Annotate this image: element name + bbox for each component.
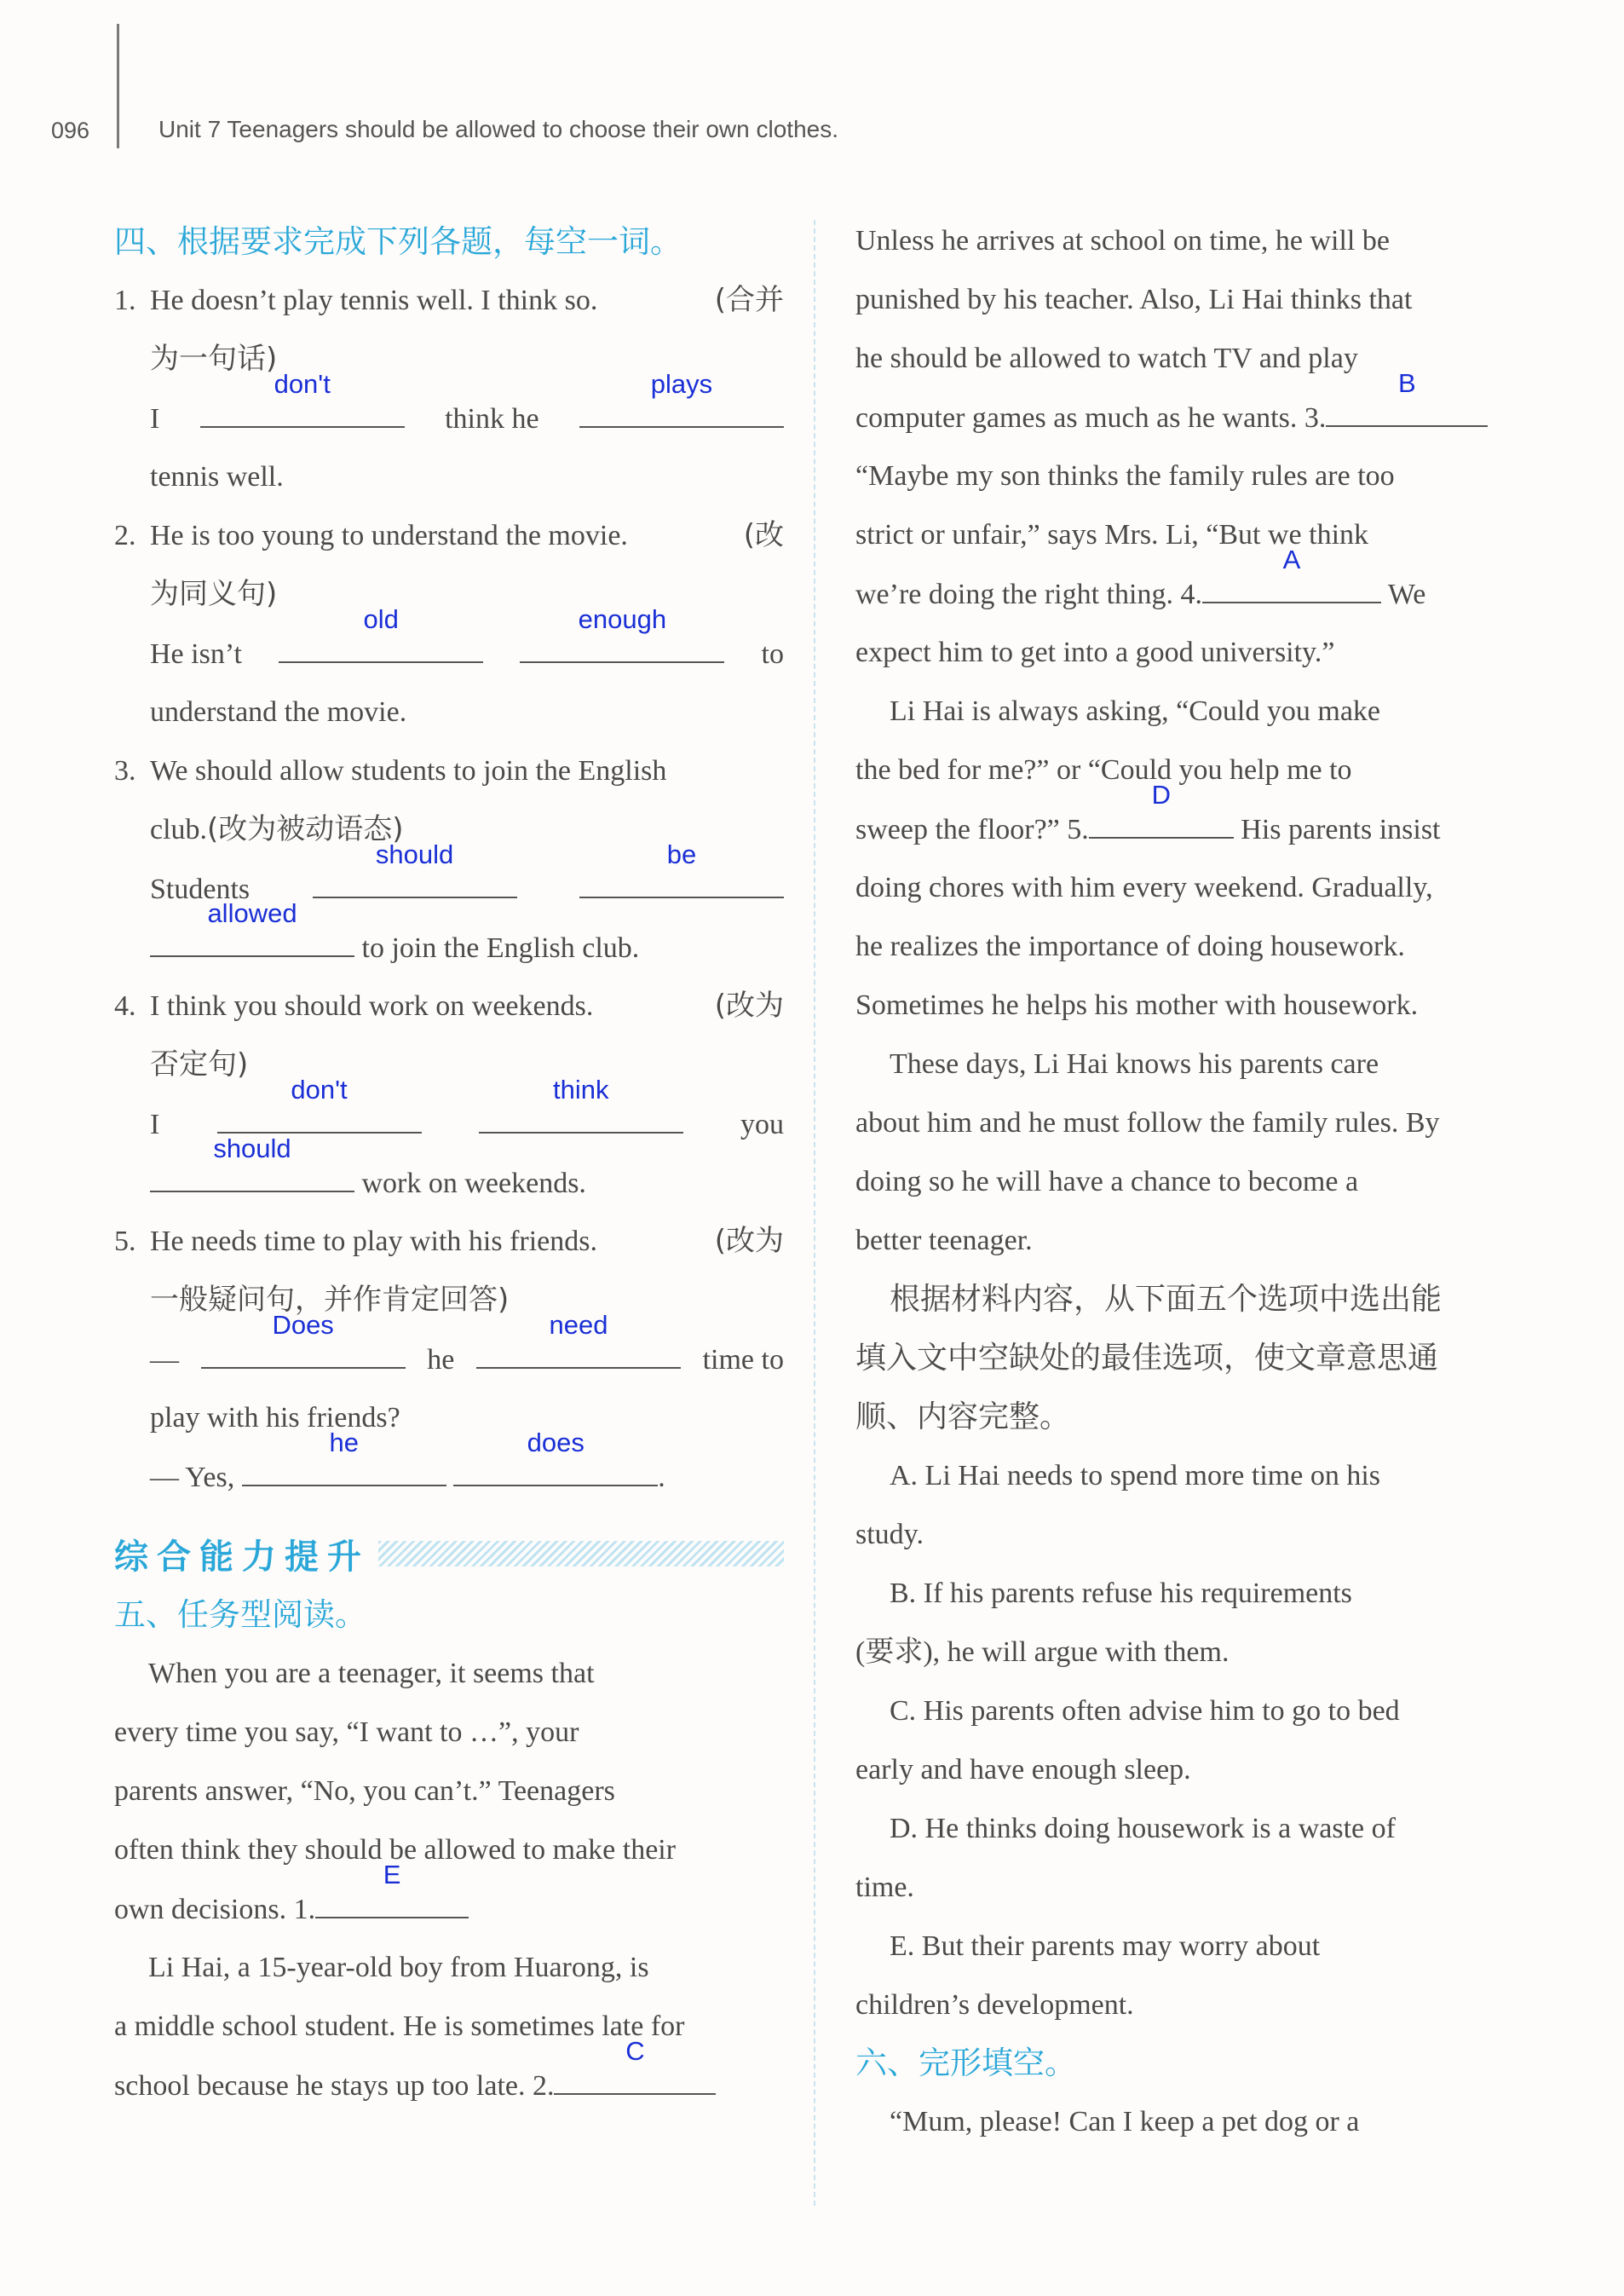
passage-text: sweep the floor?” 5.: [855, 814, 1089, 845]
q4-subject: I: [150, 1109, 160, 1140]
passage-line-1: [114, 1644, 784, 1703]
passage-line-25: doing so he will have a chance to become a: [855, 1166, 1359, 1197]
q5-dash: —: [150, 1344, 179, 1376]
passage-line-8: [114, 2036, 784, 2114]
passage-line-3: parents answer, “No, you can’t.” Teenagers: [114, 1775, 615, 1807]
q3-end: to join the English club.: [361, 932, 640, 964]
passage-answer-2: C: [625, 2036, 645, 2066]
q5-blank-4[interactable]: [453, 1428, 658, 1486]
q2-line2: 为同义句): [150, 577, 278, 611]
q4-you: you: [740, 1109, 784, 1140]
passage-text: school because he stays up too late. 2.: [114, 2070, 555, 2102]
q3-answer-2: be: [666, 839, 697, 869]
passage-line-24: about him and he must follow the family rules. By: [855, 1107, 1440, 1139]
q5-yes: — Yes,: [150, 1462, 235, 1493]
passage-answer-3: B: [1398, 368, 1416, 398]
q3-answer-3: allowed: [207, 898, 297, 928]
passage-line-10: punished by his teacher. Also, Li Hai thinks that: [855, 284, 1413, 315]
q3-line1: [114, 741, 784, 800]
passage-text: His parents insist: [1241, 814, 1441, 845]
passage-line-15: [855, 545, 1525, 623]
passage-line-12: [855, 368, 1525, 447]
passage-answer-5: D: [1151, 780, 1171, 810]
q5-reply-line: [114, 1428, 784, 1506]
q3-blank-1[interactable]: [313, 839, 517, 898]
passage-line-5: [114, 1860, 784, 1938]
passage-line-26: better teenager.: [855, 1225, 1033, 1256]
section6-title: 六、完形填空。: [855, 2045, 1076, 2081]
q3-number: 3.: [114, 755, 136, 787]
q5-instruction: (改为: [714, 1224, 784, 1258]
passage-blank-4[interactable]: [1202, 545, 1381, 603]
option-d-cont: time.: [855, 1872, 914, 1903]
passage-line-20: doing chores with him every weekend. Gradually,: [855, 872, 1433, 903]
passage-line-18: the bed for me?” or “Could you help me to: [855, 754, 1352, 786]
q5-answer-3: he: [329, 1428, 359, 1457]
ability-band: [114, 1521, 784, 1586]
q5-text: He needs time to play with his friends.: [150, 1226, 598, 1257]
passage-line-2: every time you say, “I want to …”, your: [114, 1716, 579, 1748]
option-a: A. Li Hai needs to spend more time on his: [890, 1460, 1381, 1491]
q3-blank-3[interactable]: [150, 898, 354, 957]
passage-text: When you are a teenager, it seems that: [148, 1658, 595, 1689]
q5-he: he: [427, 1344, 455, 1376]
q5-blank-3[interactable]: [242, 1428, 446, 1486]
q5-answer-line: [114, 1310, 784, 1388]
option-c-cont: early and have enough sleep.: [855, 1754, 1191, 1785]
option-b-cont: (要求), he will argue with them.: [855, 1636, 1230, 1668]
q2-answer-1: old: [363, 604, 399, 634]
left-column: [114, 213, 784, 2114]
passage-text: we’re doing the right thing. 4.: [855, 579, 1202, 610]
passage-answer-1: E: [383, 1860, 401, 1889]
q5-time-to: time to: [702, 1344, 784, 1376]
passage-answer-4: A: [1282, 545, 1301, 574]
passage-line-19: [855, 780, 1525, 858]
header-rule: [117, 24, 119, 148]
q2-end: understand the movie.: [150, 696, 407, 728]
passage-line-9: Unless he arrives at school on time, he will be: [855, 225, 1390, 257]
q4-text: I think you should work on weekends.: [150, 990, 594, 1022]
option-b: B. If his parents refuse his requirements: [890, 1578, 1352, 1609]
q3-start: Students: [150, 874, 251, 905]
passage-line-13: “Maybe my son thinks the family rules are too: [855, 460, 1395, 492]
q5-answer-1: Does: [272, 1310, 334, 1340]
q4-answer-1: don't: [291, 1075, 348, 1105]
q5-blank-1[interactable]: [201, 1310, 406, 1369]
passage-blank-3[interactable]: [1326, 368, 1488, 427]
band-stripes: [378, 1541, 784, 1566]
q4-answer-line-2: [114, 1134, 784, 1212]
q4-end: work on weekends.: [361, 1168, 586, 1199]
passage-blank-5[interactable]: [1089, 780, 1234, 839]
passage-line-23: These days, Li Hai knows his parents care: [890, 1048, 1379, 1080]
q1-answer-line: [114, 369, 784, 447]
passage-line-22: Sometimes he helps his mother with housework.: [855, 989, 1419, 1021]
passage-text: We: [1387, 579, 1426, 610]
passage-text: own decisions. 1.: [114, 1894, 316, 1925]
passage-line-17: Li Hai is always asking, “Could you make: [890, 695, 1381, 727]
section5-title: 五、任务型阅读。: [114, 1596, 366, 1633]
q1-text: He doesn’t play tennis well. I think so.: [150, 285, 598, 316]
instruction-line-1: 根据材料内容，从下面五个选项中选出能: [890, 1282, 1443, 1317]
q1-answer-1: don't: [274, 369, 331, 399]
q5-line1: [114, 1212, 784, 1271]
q2-answer-2: enough: [578, 604, 667, 634]
q4-line1: [114, 977, 784, 1036]
q3-text: We should allow students to join the English: [150, 755, 667, 787]
q4-answer-2: think: [553, 1075, 609, 1105]
passage-line-7: a middle school student. He is sometimes late for: [114, 2010, 685, 2042]
q3-answer-1: should: [375, 839, 454, 869]
q5-answer-4: does: [527, 1428, 585, 1457]
passage-line-4: often think they should be allowed to make their: [114, 1834, 677, 1866]
q1-blank-2[interactable]: [579, 369, 784, 428]
q5-period: .: [658, 1462, 665, 1493]
section4-title: 四、根据要求完成下列各题，每空一词。: [114, 223, 682, 260]
q1-line2: 为一句话): [150, 342, 278, 376]
q1-line1: [114, 271, 784, 330]
passage-line-11: he should be allowed to watch TV and play: [855, 343, 1358, 374]
q3-answer-line-2: [114, 898, 784, 977]
q4-blank-3[interactable]: [150, 1134, 354, 1192]
q1-end: tennis well.: [150, 461, 284, 493]
q2-instruction: (改: [743, 518, 784, 552]
option-e: E. But their parents may worry about: [890, 1930, 1321, 1962]
instruction-line-2: 填入文中空缺处的最佳选项，使文章意思通: [855, 1341, 1439, 1376]
passage-blank-2[interactable]: [554, 2036, 716, 2095]
q3-blank-2[interactable]: [579, 839, 784, 898]
q1-blank-1[interactable]: [200, 369, 405, 428]
q3-instruction: (改为被动语态): [207, 812, 404, 846]
unit-title: Unit 7 Teenagers should be allowed to choose their own clothes.: [158, 116, 838, 142]
q4-line2: 否定句): [150, 1047, 249, 1082]
q2-answer-line: [114, 604, 784, 683]
passage-line-16: expect him to get into a good university.”: [855, 637, 1335, 668]
q2-blank-1[interactable]: [279, 604, 483, 663]
option-e-cont: children’s development.: [855, 1989, 1134, 2021]
q2-blank-2[interactable]: [520, 604, 724, 663]
q2-to: to: [761, 638, 784, 670]
q5-blank-2[interactable]: [476, 1310, 681, 1369]
option-c: C. His parents often advise him to go to bed: [890, 1695, 1400, 1727]
q4-blank-1[interactable]: [217, 1075, 422, 1134]
passage-line-14: strict or unfair,” says Mrs. Li, “But we think: [855, 519, 1369, 551]
q1-instruction: (合并: [714, 283, 784, 317]
passage-line-21: he realizes the importance of doing housework.: [855, 931, 1405, 962]
q2-text: He is too young to understand the movie.: [150, 520, 628, 551]
q4-instruction: (改为: [714, 989, 784, 1023]
q2-number: 2.: [114, 520, 136, 551]
passage-text: computer games as much as he wants. 3.: [855, 402, 1327, 434]
q4-blank-2[interactable]: [479, 1075, 683, 1134]
q3-text-2: club.: [150, 814, 208, 845]
q1-answer-2: plays: [650, 369, 713, 399]
instruction-line-3: 顺、内容完整。: [855, 1399, 1071, 1434]
q1-mid: think he: [445, 403, 539, 435]
option-d: D. He thinks doing housework is a waste of: [890, 1813, 1396, 1844]
q5-line4: play with his friends?: [150, 1402, 400, 1434]
right-column: [855, 211, 1525, 2151]
passage-blank-1[interactable]: [315, 1860, 469, 1918]
q2-start: He isn’t: [150, 638, 242, 670]
q4-answer-3: should: [213, 1134, 291, 1163]
q1-number: 1.: [114, 285, 136, 316]
option-a-cont: study.: [855, 1519, 924, 1550]
q4-number: 4.: [114, 990, 136, 1022]
page-number: 096: [51, 118, 90, 143]
passage-line-6: Li Hai, a 15-year-old boy from Huarong, is: [148, 1952, 649, 1983]
q1-subject: I: [150, 403, 160, 435]
q5-line2: 一般疑问句，并作肯定回答): [150, 1283, 510, 1317]
q2-line1: [114, 506, 784, 565]
q5-answer-2: need: [549, 1310, 608, 1340]
cloze-line-1: “Mum, please! Can I keep a pet dog or a: [890, 2106, 1360, 2137]
band-title: 综合能力提升: [114, 1537, 370, 1577]
column-divider: [814, 220, 815, 2206]
q5-number: 5.: [114, 1226, 136, 1257]
